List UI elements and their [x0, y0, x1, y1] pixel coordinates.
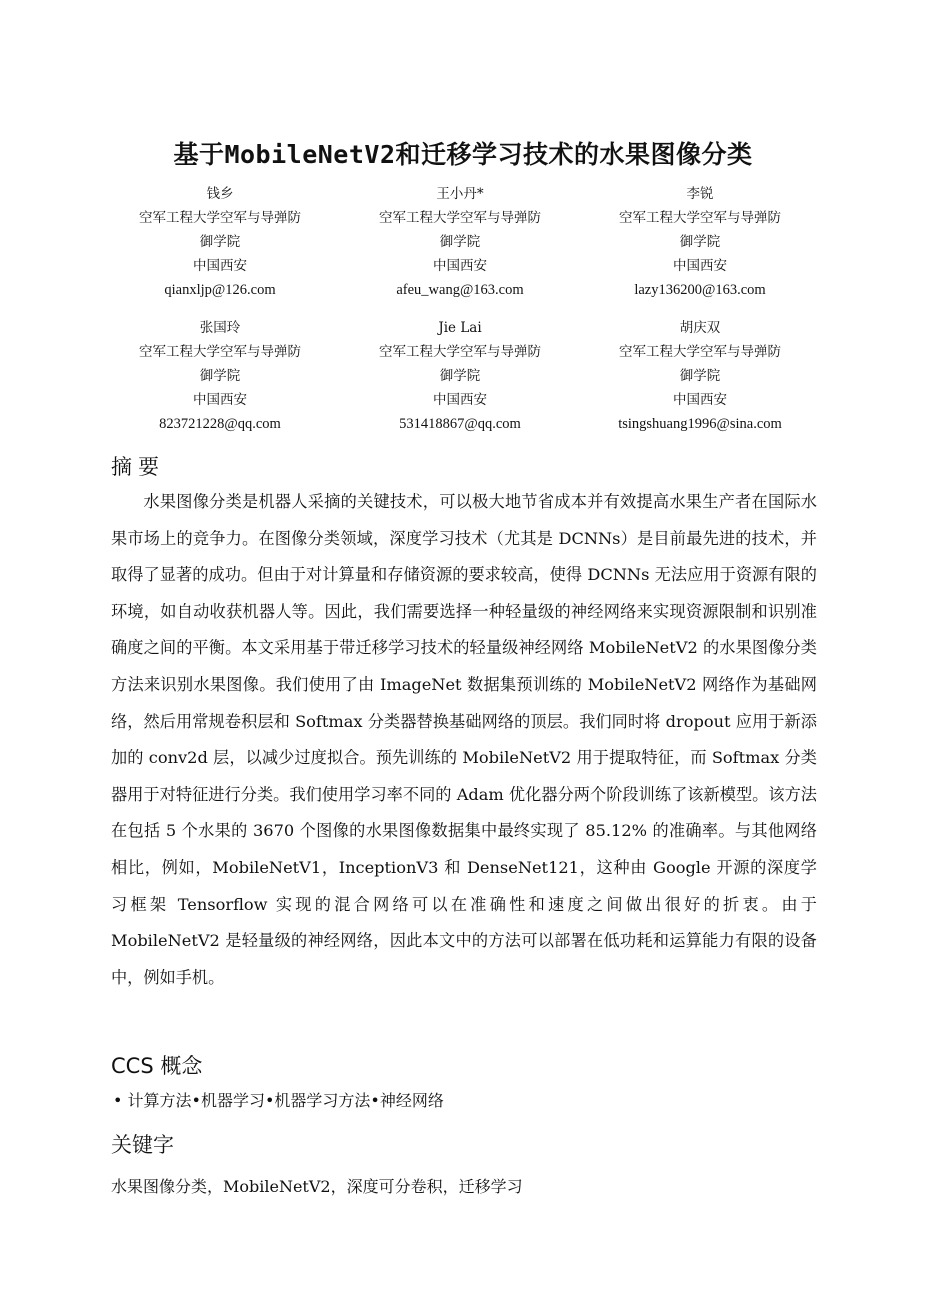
author-affiliation: 空军工程大学空军与导弹防	[139, 210, 301, 226]
author-name: 王小丹*	[436, 186, 484, 202]
author-5	[350, 316, 570, 436]
author-6	[590, 316, 810, 436]
author-affiliation: 御学院	[439, 368, 481, 384]
author-location: 中国西安	[193, 392, 247, 408]
author-name: 李锐	[686, 186, 714, 202]
keywords-body: 水果图像分类，MobileNetV2，深度可分卷积，迁移学习	[111, 1177, 523, 1196]
author-3	[590, 182, 810, 302]
author-name: 钱乡	[206, 186, 234, 202]
author-affiliation: 空军工程大学空军与导弹防	[619, 210, 781, 226]
author-block	[110, 182, 810, 450]
author-affiliation: 空军工程大学空军与导弹防	[379, 344, 541, 360]
author-location: 中国西安	[673, 258, 727, 274]
author-affiliation: 空军工程大学空军与导弹防	[379, 210, 541, 226]
paper-title: 基于MobileNetV2和迁移学习技术的水果图像分类	[173, 139, 753, 169]
author-email: lazy136200@163.com	[634, 282, 766, 298]
author-affiliation: 御学院	[199, 368, 241, 384]
author-affiliation: 御学院	[199, 234, 241, 250]
author-affiliation: 空军工程大学空军与导弹防	[139, 344, 301, 360]
ccs-heading: CCS 概念	[111, 1054, 203, 1078]
author-location: 中国西安	[673, 392, 727, 408]
author-2	[350, 182, 570, 302]
author-location: 中国西安	[193, 258, 247, 274]
abstract-body: 水果图像分类是机器人采摘的关键技术，可以极大地节省成本并有效提高水果生产者在国际水果市场上的竞争力。在图像分类领域，深度学习技术（尤其是 DCNNs）是目前最先进的技术，并取得了显著的成功。但由于对计算量和存储资源的要求较高，使得 DCNNs 无法应用于资源有限的环境，如自动收获机器人等。因此，我们需要选择一种轻量级的神经网络来实现资源限制和识别准确度之间的平衡。本文采用基于带迁移学习技术的轻量级神经网络 MobileNetV2 的水果图像分类方法来识别水果图像。我们使用了由 ImageNet 数据集预训练的 MobileNetV2 网络作为基础网络，然后用常规卷积层和 Softmax 分类器替换基础网络的顶层。我们同时将 dropout 应用于新添加的 conv2d 层，以减少过度拟合。预先训练的 MobileNetV2 用于提取特征，而 Softmax 分类器用于对特征进行分类。我们使用学习率不同的 Adam 优化器分两个阶段训练了该新模型。该方法在包括 5 个水果的 3670 个图像的水果图像数据集中最终实现了 85.12% 的准确率。与其他网络相比，例如，MobileNetV1，InceptionV3 和 DenseNet121，这种由 Google 开源的深度学习框架 Tensorflow 实现的混合网络可以在准确性和速度之间做出很好的折衷。由于 MobileNetV2 是轻量级的神经网络，因此本文中的方法可以部署在低功耗和运算能力有限的设备中，例如手机。	[111, 492, 817, 987]
author-name: 胡庆双	[679, 320, 721, 336]
author-email: afeu_wang@163.com	[396, 282, 524, 298]
author-1	[110, 182, 330, 302]
author-affiliation: 空军工程大学空军与导弹防	[619, 344, 781, 360]
abstract-heading: 摘要	[111, 455, 165, 479]
author-row-1	[110, 182, 810, 302]
author-email: 531418867@qq.com	[399, 416, 521, 432]
ccs-concept-item: • 计算方法•机器学习•机器学习方法•神经网络	[113, 1091, 444, 1110]
author-affiliation: 御学院	[679, 234, 721, 250]
author-name: 张国玲	[199, 320, 241, 336]
author-name: Jie Lai	[438, 320, 482, 336]
author-location: 中国西安	[433, 258, 487, 274]
author-email: tsingshuang1996@sina.com	[618, 416, 782, 432]
author-location: 中国西安	[433, 392, 487, 408]
author-row-2	[110, 316, 810, 436]
author-email: 823721228@qq.com	[159, 416, 281, 432]
keywords-heading: 关键字	[111, 1133, 174, 1157]
author-4	[110, 316, 330, 436]
author-affiliation: 御学院	[439, 234, 481, 250]
author-email: qianxljp@126.com	[164, 282, 276, 298]
author-affiliation: 御学院	[679, 368, 721, 384]
